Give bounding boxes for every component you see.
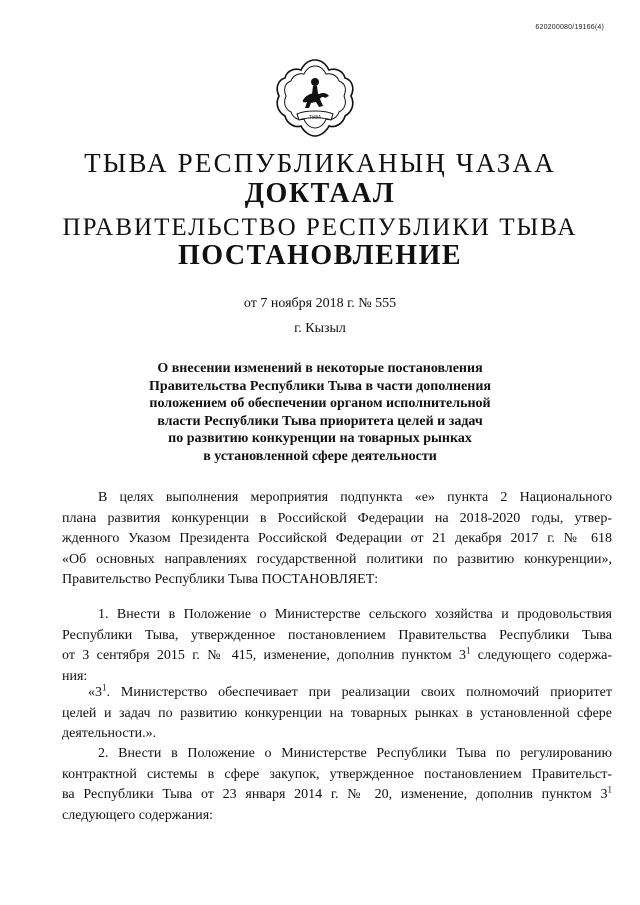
superscript: 1 (465, 645, 471, 656)
text-line (62, 785, 612, 806)
text-line: Правительство Республики Тыва ПОСТАНОВЛЯЕТ: (62, 572, 379, 587)
text-line: «Об основных направлениях государственной политики по развитию конкуренции», (62, 551, 612, 567)
preamble-paragraph (62, 488, 612, 591)
superscript: 1 (607, 784, 612, 795)
russian-document-type: ПОСТАНОВЛЕНИЕ (177, 240, 463, 271)
text-fragment: ва Республики Тыва от 23 января 2014 г. № 20, изменение, дополнив пунктом 3 (62, 787, 608, 802)
text-line: 2. Внести в Положение о Министерстве Республики Тыва по регулированию (98, 746, 612, 761)
text-line: плана развития конкуренции в Российской Федерации на 2018-2020 годы, утвер- (62, 510, 612, 526)
text-line (62, 683, 612, 704)
text-line: Республики Тыва, утвержденное постановлением Правительства Республики Тыва (62, 627, 612, 643)
text-line: контрактной системы в сфере закупок, утвержденное постановлением Правительст- (62, 766, 612, 782)
text-line: В целях выполнения мероприятия подпункта «е» пункта 2 Национального (98, 490, 612, 505)
text-line (62, 646, 612, 667)
superscript: 1 (102, 682, 107, 693)
text-line: целей и задач по развитию конкуренции на товарных рынках в установленной сфере (62, 705, 612, 721)
text-line: ния: (62, 668, 88, 684)
text-fragment: следующего содержа- (470, 648, 612, 663)
svg-text:ТЫВА: ТЫВА (309, 114, 321, 120)
title-line: в установленной сфере деятельности (203, 448, 437, 464)
tuva-government-heading: ТЫВА РЕСПУБЛИКАНЫҢ ЧАЗАА (84, 148, 556, 178)
title-line: Правительства Республики Тыва в части дополнения (149, 378, 491, 394)
text-fragment: «3 (88, 685, 102, 700)
clause-1-quoted-text (62, 683, 612, 745)
text-line: следующего содержания: (62, 807, 214, 823)
text-line: 1. Внести в Положение о Министерстве сельского хозяйства и продовольствия (98, 607, 612, 622)
text-fragment: от 3 сентября 2015 г. № 415, изменение, дополнив пунктом 3 (62, 648, 466, 663)
russian-government-heading: ПРАВИТЕЛЬСТВО РЕСПУБЛИКИ ТЫВА (62, 214, 578, 241)
title-line: О внесении изменений в некоторые постановления (157, 361, 483, 376)
tuva-document-type: ДОКТААЛ (244, 178, 396, 209)
clause-2-paragraph (62, 744, 612, 826)
title-line: власти Республики Тыва приоритета целей и задач (157, 413, 483, 429)
title-line: положением об обеспечении органом исполнительной (149, 396, 491, 411)
text-fragment: . Министерство обеспечивает при реализации своих полномочий приоритет (106, 685, 612, 700)
tuva-coat-of-arms-icon (273, 56, 357, 140)
text-line: деятельности.». (62, 726, 157, 741)
document-city: г. Кызыл (294, 321, 346, 336)
text-line: жденного Указом Президента Российской Федерации от 21 декабря 2017 г. № 618 (62, 531, 612, 546)
title-line: по развитию конкуренции на товарных рынках (168, 431, 472, 446)
document-number: 620200080/19166(4) (535, 24, 604, 31)
clause-1-paragraph (62, 605, 612, 687)
document-date-number: от 7 ноября 2018 г. № 555 (243, 296, 397, 311)
document-title (110, 360, 530, 465)
